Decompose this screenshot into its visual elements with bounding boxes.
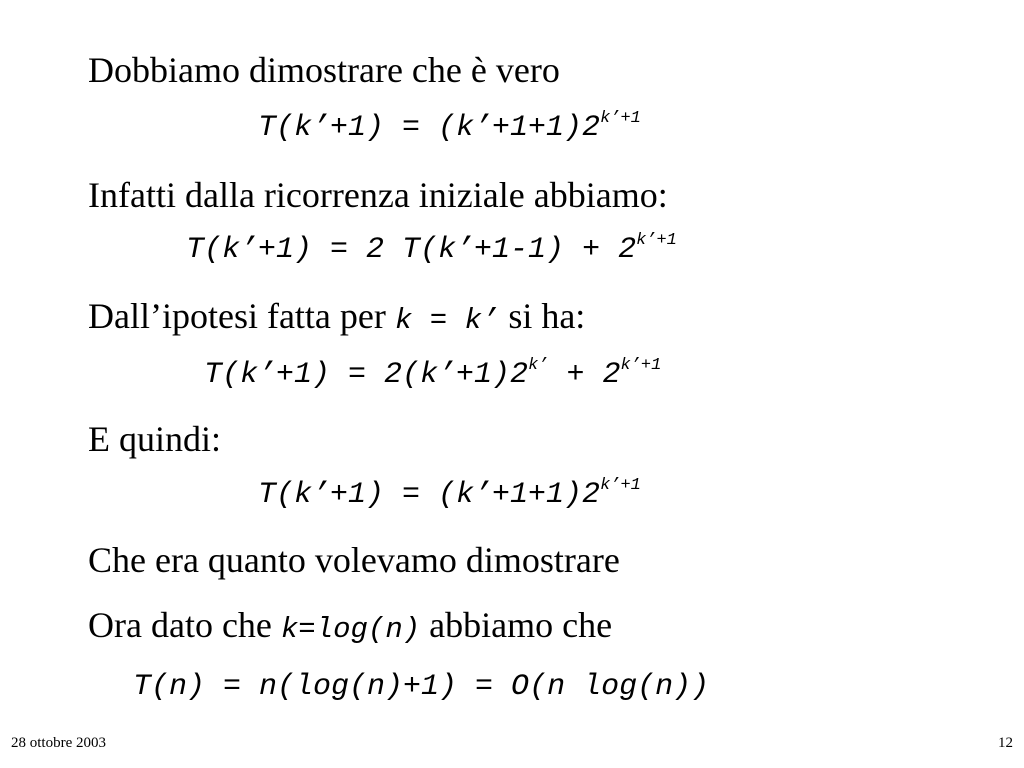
statement-line-6-code: k=log(n) bbox=[280, 613, 421, 646]
formula-recurrence bbox=[186, 233, 677, 267]
formula-hypothesis-exponent-1: k’ bbox=[528, 356, 549, 375]
formula-goal-base: T(k’+1) = (k’+1+1)2 bbox=[258, 111, 601, 145]
formula-recurrence-base: T(k’+1) = 2 T(k’+1-1) + 2 bbox=[186, 233, 637, 267]
statement-line-2: Infatti dalla ricorrenza iniziale abbiamo: bbox=[88, 175, 668, 215]
statement-line-3-before: Dall’ipotesi fatta per bbox=[88, 296, 395, 336]
statement-line-3-after: si ha: bbox=[499, 296, 586, 336]
formula-hypothesis-exponent-2: k’+1 bbox=[620, 356, 662, 375]
statement-line-6-before: Ora dato che bbox=[88, 605, 281, 645]
formula-hypothesis-part1: T(k’+1) = 2(k’+1)2 bbox=[204, 358, 529, 392]
statement-line-6 bbox=[88, 605, 612, 650]
formula-conclusion bbox=[258, 478, 641, 512]
statement-line-3-code: k = k’ bbox=[394, 304, 500, 337]
footer-date: 28 ottobre 2003 bbox=[11, 735, 106, 751]
statement-line-4: E quindi: bbox=[88, 419, 221, 459]
formula-goal bbox=[258, 111, 641, 145]
statement-line-1: Dobbiamo dimostrare che è vero bbox=[88, 50, 560, 90]
formula-recurrence-exponent: k’+1 bbox=[636, 231, 677, 250]
formula-hypothesis-part2: + 2 bbox=[548, 358, 621, 392]
formula-hypothesis bbox=[204, 358, 661, 392]
formula-conclusion-exponent: k’+1 bbox=[600, 476, 641, 495]
statement-line-6-after: abbiamo che bbox=[420, 605, 613, 645]
formula-conclusion-base: T(k’+1) = (k’+1+1)2 bbox=[258, 478, 601, 512]
formula-complexity: T(n) = n(log(n)+1) = O(n log(n)) bbox=[133, 670, 710, 704]
statement-line-5: Che era quanto volevamo dimostrare bbox=[88, 540, 620, 580]
formula-goal-exponent: k’+1 bbox=[600, 109, 641, 128]
statement-line-3 bbox=[88, 296, 585, 341]
footer-page-number: 12 bbox=[998, 735, 1013, 751]
